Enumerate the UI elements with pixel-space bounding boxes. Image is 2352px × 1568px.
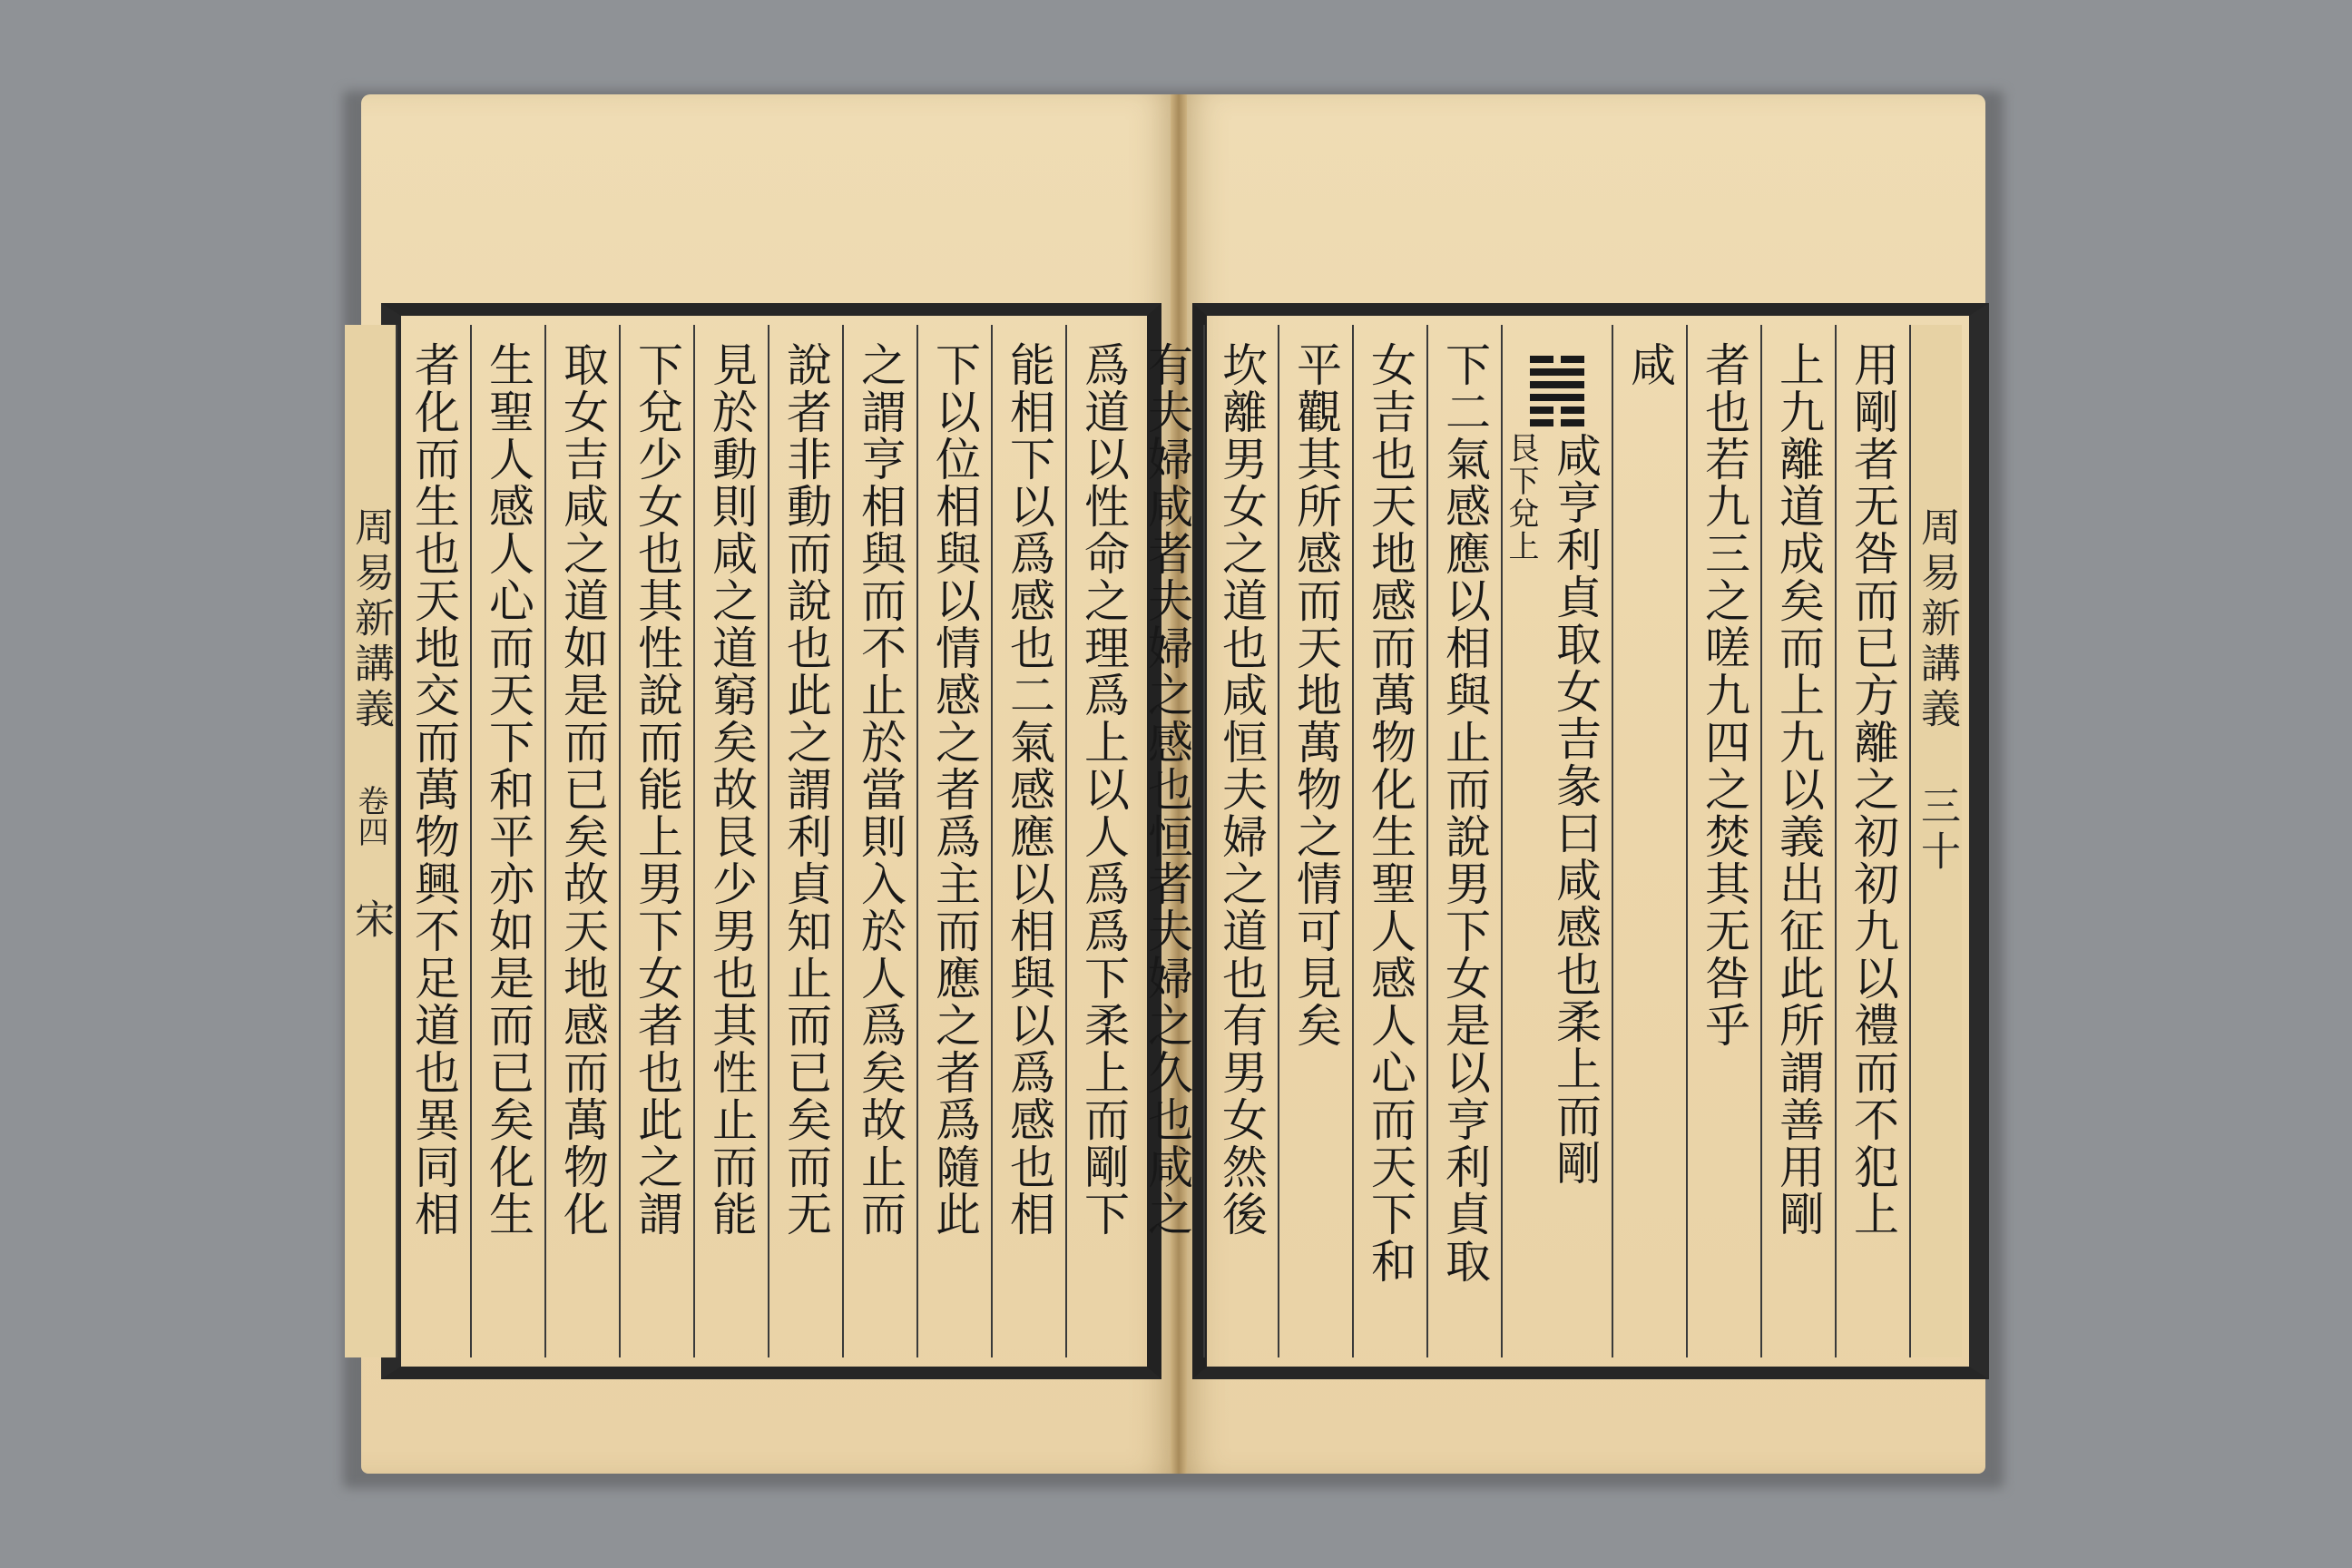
section-heading: 咸 [1612,325,1686,1357]
text-column: 爲道以性命之理爲上以人爲爲下柔上而剛下 [1065,325,1140,1357]
text-column: 者也若九三之嗟九四之焚其无咎乎 [1686,325,1760,1357]
folio-mark: 宋 [348,898,394,944]
hexagram-trigram-label: 艮下兌上 [1503,432,1539,563]
text-column: 見於動則咸之道窮矣故艮少男也其性止而能 [693,325,768,1357]
margin-label [1909,325,1962,1357]
text-column: 說者非動而說也此之謂利貞知止而已矣而无 [768,325,842,1357]
text-column: 女吉也天地感而萬物化生聖人感人心而天下和 [1352,325,1426,1357]
text-column: 之謂亨相與而不止於當則入於人爲矣故止而 [842,325,916,1357]
text-column: 有夫婦咸者夫婦之感也恒者夫婦之久也咸之 [1141,341,1193,1238]
left-text-block [348,303,1161,1379]
hexagram-icon [1530,350,1584,432]
volume-label: 卷四 [352,785,388,847]
left-columns [348,325,1140,1357]
text-column: 上九離道成矣而上九以義出征此所謂善用剛 [1760,325,1835,1357]
text-column: 取女吉咸之道如是而已矣故天地感而萬物化 [544,325,619,1357]
text-column: 下二氣感應以相與止而說男下女是以亨利貞取 [1426,325,1501,1357]
right-columns [1141,325,1962,1357]
text-column: 下兌少女也其性說而能上男下女者也此之謂 [619,325,693,1357]
right-text-block [1141,303,1989,1379]
book-title: 周易新講義 [1914,506,1960,733]
hexagram-judgment: 咸亨利貞取女吉彖曰咸感也柔上而剛 [1549,432,1602,1187]
text-column: 者化而生也天地交而萬物興不足道也異同相 [396,325,470,1357]
text-column: 坎離男女之道也咸恒夫婦之道也有男女然後 [1203,325,1278,1357]
text-column: 生聖人感人心而天下和平亦如是而已矣化生 [470,325,544,1357]
text-column: 下以位相與以情感之者爲主而應之者爲隨此 [916,325,991,1357]
margin-label [345,325,396,1357]
book-title: 周易新講義 [348,506,394,733]
folio-mark: 三十 [1914,785,1960,876]
hexagram-column [1501,325,1612,1357]
text-column: 平觀其所感而天地萬物之情可見矣 [1278,325,1352,1357]
text-column: 能相下以爲感也二氣感應以相與以爲感也相 [991,325,1065,1357]
text-column: 用剛者无咎而已方離之初初九以禮而不犯上 [1835,325,1909,1357]
